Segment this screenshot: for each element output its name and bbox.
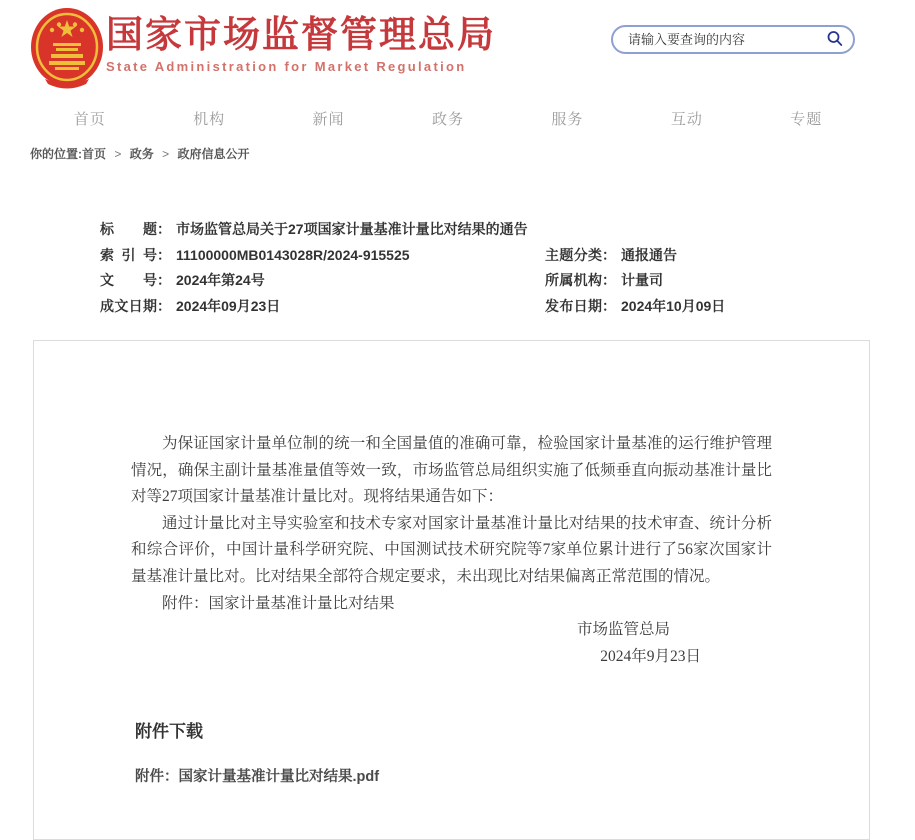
- breadcrumb-item-home[interactable]: 首页: [82, 147, 107, 161]
- meta-label-index-no: 索引号: [100, 246, 157, 263]
- document-attachment-line: 附件：国家计量基准计量比对结果: [162, 594, 395, 612]
- site-title: 国家市场监督管理总局: [106, 15, 496, 56]
- attachments-heading: 附件下载: [135, 722, 203, 742]
- nav-item-org[interactable]: 机构: [193, 111, 226, 128]
- nav-item-news[interactable]: 新闻: [312, 111, 345, 128]
- meta-colon: ：: [157, 246, 171, 263]
- breadcrumb-prefix: 你的位置:: [30, 147, 82, 161]
- nav-item-gov[interactable]: 政务: [431, 111, 464, 128]
- national-emblem-icon: [30, 7, 104, 89]
- nav-item-topics[interactable]: 专题: [790, 111, 823, 128]
- meta-row-dates: [100, 296, 820, 322]
- meta-label-agency: 所属机构: [545, 272, 602, 289]
- meta-colon: ：: [602, 297, 616, 314]
- signature-agency: 市场监管总局: [576, 621, 670, 639]
- meta-label-category: 主题分类: [545, 246, 602, 263]
- document-paragraph: 通过计量比对主导实验室和技术专家对国家计量基准计量比对结果的技术审查、统计分析和综合评价，中国计量科学研究院、中国测试技术研究院等7家单位累计进行了56家次国家计量基准计量比对。比对结果全部符合规定要求，未出现比对结果偏离正常范围的情况。: [131, 514, 772, 585]
- meta-row-docno-agency: [100, 270, 820, 296]
- meta-label-title: 标题: [100, 221, 157, 237]
- meta-colon: ：: [602, 246, 616, 263]
- meta-value-index-no: 11100000MB0143028R/2024-915525: [176, 246, 410, 263]
- search-input[interactable]: [626, 31, 825, 48]
- meta-colon: ：: [602, 272, 616, 289]
- meta-value-title: 市场监管总局关于27项国家计量基准计量比对结果的通告: [176, 221, 528, 237]
- meta-row-index-category: [100, 245, 820, 271]
- meta-value-agency: 计量司: [621, 272, 663, 289]
- national-emblem-logo: [30, 7, 104, 89]
- attachment-pdf-link[interactable]: 国家计量基准计量比对结果.pdf: [178, 769, 380, 786]
- search-box[interactable]: [611, 25, 855, 54]
- meta-row-title: [100, 219, 820, 245]
- breadcrumb-item-gov[interactable]: 政务: [129, 147, 154, 161]
- meta-colon: ：: [157, 221, 171, 237]
- search-button[interactable]: [825, 30, 845, 50]
- attachment-item: [135, 765, 869, 786]
- breadcrumb-item-info[interactable]: 政府信息公开: [177, 147, 250, 161]
- document-body: [34, 341, 869, 670]
- meta-label-doc-no: 文号: [100, 272, 157, 289]
- attachments-section: [34, 717, 869, 786]
- meta-colon: ：: [157, 297, 171, 314]
- meta-colon: ：: [157, 272, 171, 289]
- meta-label-written-date: 成文日期: [100, 297, 157, 314]
- meta-value-doc-no: 2024年第24号: [176, 272, 265, 289]
- search-icon: [826, 30, 844, 48]
- breadcrumb: [30, 145, 249, 162]
- nav-item-interact[interactable]: 互动: [670, 111, 703, 128]
- doc-meta: [100, 219, 820, 321]
- main-nav: [30, 100, 866, 140]
- document-paragraph: 为保证国家计量单位制的统一和全国量值的准确可靠，检验国家计量基准的运行维护管理情况，确保主副计量基准量值等效一致，市场监管总局组织实施了低频垂直向振动基准计量比对等27项国家计量基准计量比对。现将结果通告如下：: [131, 435, 772, 506]
- meta-value-category: 通报通告: [621, 246, 677, 263]
- site-subtitle: State Administration for Market Regulation: [106, 59, 467, 74]
- meta-value-publish-date: 2024年10月09日: [621, 297, 726, 314]
- site-header: [0, 0, 915, 100]
- nav-item-home[interactable]: 首页: [73, 111, 106, 128]
- site-title-block: [106, 16, 496, 74]
- breadcrumb-separator: >: [162, 147, 170, 161]
- meta-value-written-date: 2024年09月23日: [176, 297, 281, 314]
- nav-item-service[interactable]: 服务: [551, 111, 584, 128]
- document-box: [33, 340, 870, 840]
- breadcrumb-separator: >: [114, 147, 122, 161]
- attachment-prefix: 附件：: [135, 769, 179, 786]
- meta-label-publish-date: 发布日期: [545, 297, 602, 314]
- signature-date: 2024年9月23日: [600, 647, 701, 665]
